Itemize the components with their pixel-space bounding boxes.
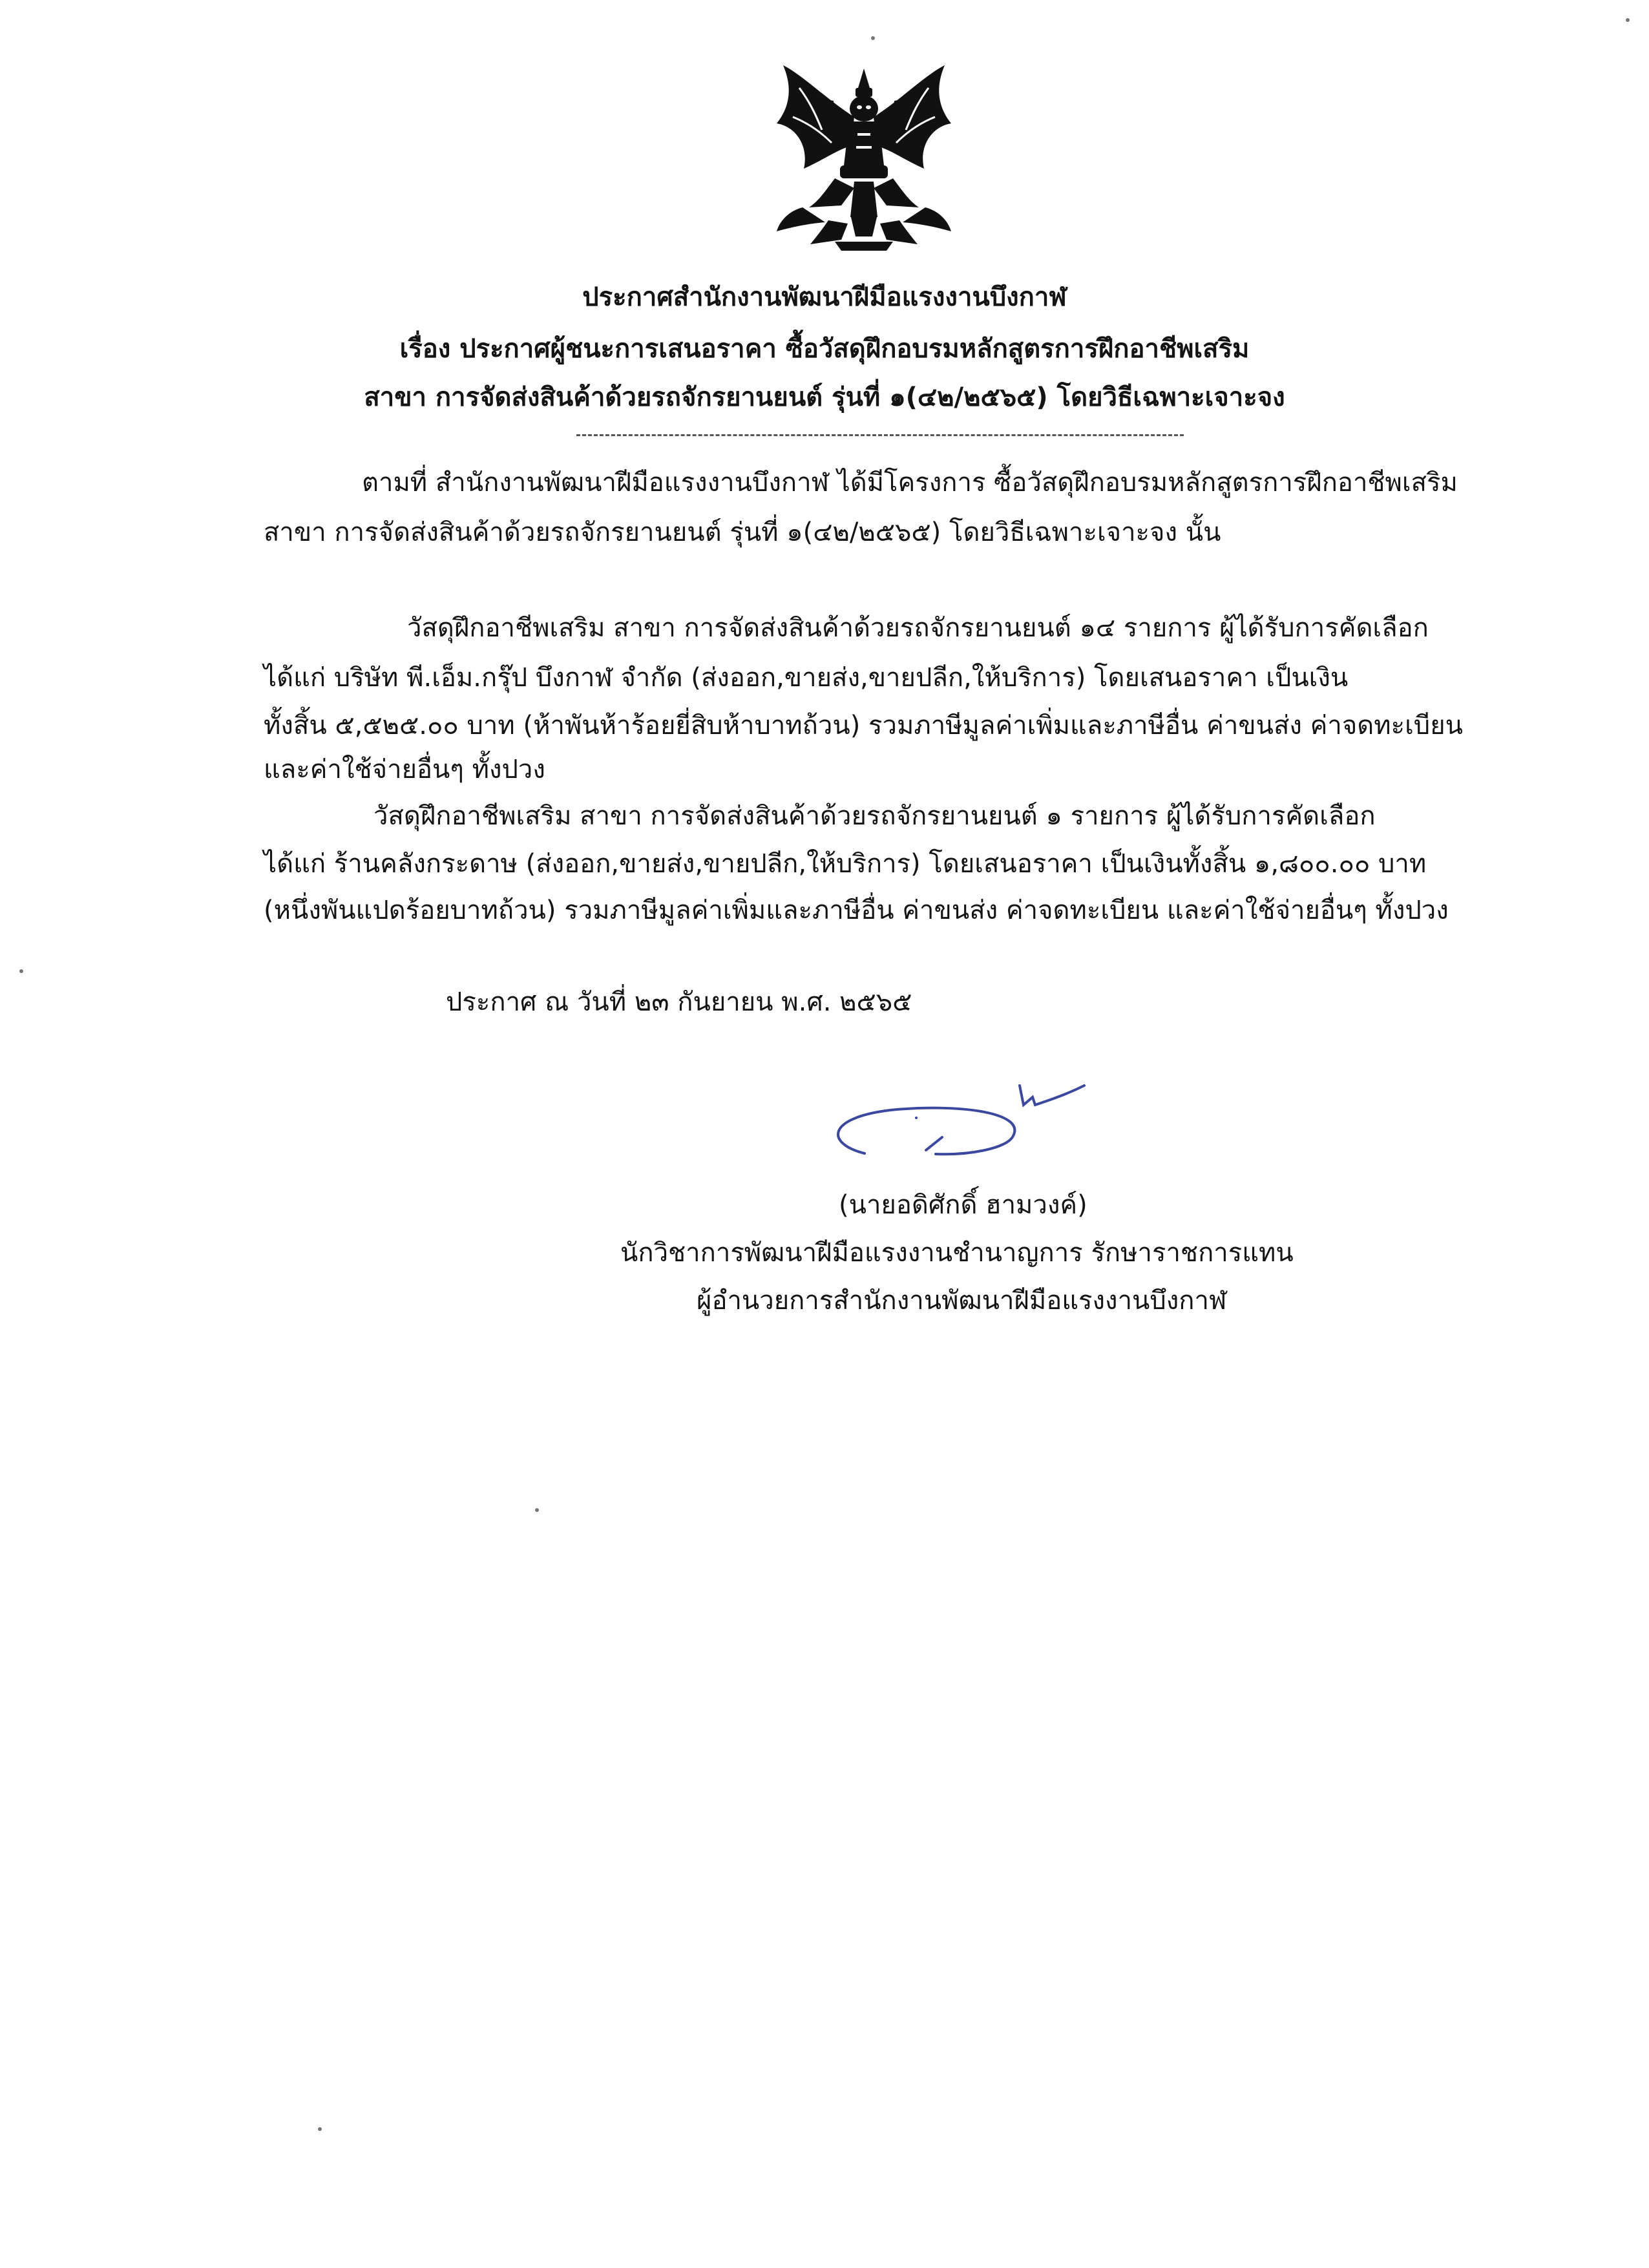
- scan-speck: [19, 969, 23, 973]
- signatory-position: นักวิชาการพัฒนาฝีมือแรงงานชำนาญการ รักษาราชการแทน: [620, 1238, 1294, 1268]
- signatory-position-cont: ผู้อำนวยการสำนักงานพัฒนาฝีมือแรงงานบึงกาฬ: [697, 1286, 1227, 1316]
- scan-speck: [871, 36, 875, 40]
- body-line: ตามที่ สำนักงานพัฒนาฝีมือแรงงานบึงกาฬ ได้มีโครงการ ซื้อวัสดุฝึกอบรมหลักสูตรการฝึกอาชีพเสริม: [362, 468, 1458, 498]
- body-line: ได้แก่ ร้านคลังกระดาษ (ส่งออก,ขายส่ง,ขายปลีก,ให้บริการ) โดยเสนอราคา เป็นเงินทั้งสิ้น ๑,๘๐๐.๐๐ บาท: [264, 849, 1427, 879]
- scan-speck: [1626, 18, 1630, 22]
- scan-speck: [535, 1508, 539, 1512]
- body-line: วัสดุฝึกอาชีพเสริม สาขา การจัดส่งสินค้าด้วยรถจักรยานยนต์ ๑๔ รายการ ผู้ได้รับการคัดเลือก: [407, 613, 1429, 643]
- body-line: ได้แก่ บริษัท พี.เอ็ม.กรุ๊ป บึงกาฬ จำกัด (ส่งออก,ขายส่ง,ขายปลีก,ให้บริการ) โดยเสนอราคา เป็นเงิน: [264, 663, 1349, 693]
- announcement-subject-cont: สาขา การจัดส่งสินค้าด้วยรถจักรยานยนต์ รุ่นที่ ๑(๔๒/๒๕๖๕) โดยวิธีเฉพาะเจาะจง: [364, 383, 1285, 412]
- announcement-subject: เรื่อง ประกาศผู้ชนะการเสนอราคา ซื้อวัสดุฝึกอบรมหลักสูตรการฝึกอาชีพเสริม: [399, 334, 1250, 364]
- header-divider: [576, 434, 1184, 436]
- announcement-date: ประกาศ ณ วันที่ ๒๓ กันยายน พ.ศ. ๒๕๖๕: [446, 987, 912, 1017]
- body-line: (หนึ่งพันแปดร้อยบาทถ้วน) รวมภาษีมูลค่าเพิ่มและภาษีอื่น ค่าขนส่ง ค่าจดทะเบียน และค่าใช้จ่ายอื่นๆ ทั้งปวง: [264, 896, 1449, 925]
- garuda-emblem-icon: [764, 62, 964, 256]
- body-line: สาขา การจัดส่งสินค้าด้วยรถจักรยานยนต์ รุ่นที่ ๑(๔๒/๒๕๖๕) โดยวิธีเฉพาะเจาะจง นั้น: [264, 518, 1221, 547]
- signatory-name: (นายอดิศักดิ์ ฮามวงค์): [839, 1190, 1087, 1220]
- body-line: วัสดุฝึกอาชีพเสริม สาขา การจัดส่งสินค้าด้วยรถจักรยานยนต์ ๑ รายการ ผู้ได้รับการคัดเลือก: [373, 801, 1376, 831]
- body-line: ทั้งสิ้น ๕,๕๒๕.๐๐ บาท (ห้าพันห้าร้อยยี่สิบห้าบาทถ้วน) รวมภาษีมูลค่าเพิ่มและภาษีอื่น ค่าขนส่ง ค่าจดทะเบียน: [264, 711, 1463, 740]
- body-line: และค่าใช้จ่ายอื่นๆ ทั้งปวง: [264, 755, 545, 784]
- announcement-title: ประกาศสำนักงานพัฒนาฝีมือแรงงานบึงกาฬ: [582, 282, 1067, 312]
- scan-speck: [318, 2127, 322, 2131]
- handwritten-signature: [813, 1073, 1117, 1176]
